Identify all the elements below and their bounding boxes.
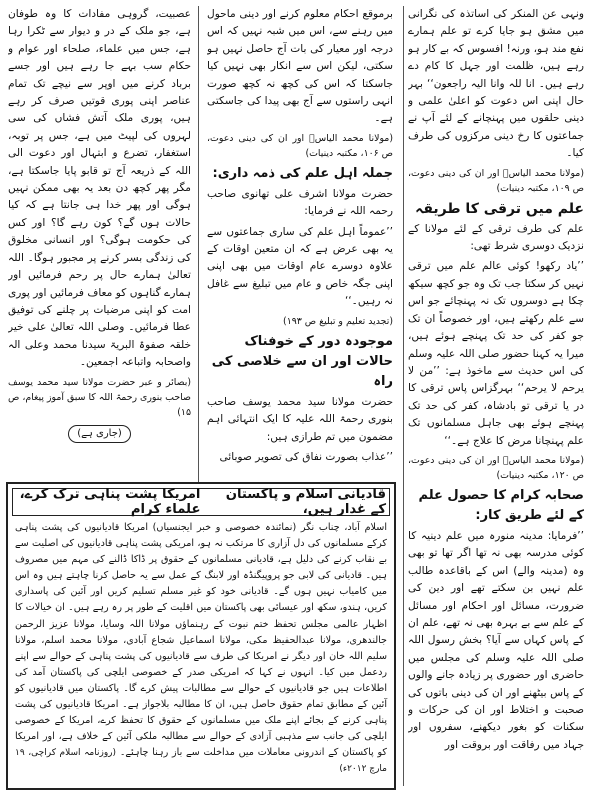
paragraph: ونہی عن المنکر کی اساتذہ کی نگرانی میں مشق ہو جایا کرے تو علم ہمارے نفع مند ہو، ورنہ! افسوس کہ بے کار ہو رہے ہیں، ظلمت اور جہل کا کام دے رہے ہیں۔ انا للہ وانا الیہ راجعون‘‘ بہر حال اپنی اس دعوت کو اعلیٰ علمی و دینی حلقوں میں پہنچانے کے لئے آپ نے جماعتوں کا رخ دینی مرکزوں کی طرف کیا۔ xyxy=(408,8,584,160)
headline-part: امریکا پشت پناہی ترک کرے، علماء کرام xyxy=(19,487,201,517)
reference: (مولانا محمد الیاسؒ اور ان کی دینی دعوت، ص ۱۰۶، مکتبہ دینیات) xyxy=(207,132,393,159)
reference: (مولانا محمد الیاسؒ اور ان کی دینی دعوت، ص ۱۲۰، مکتبہ دینیات) xyxy=(408,454,584,481)
paragraph: علم کی طرف ترقی کے لئے مولانا کے نزدیک دوسری شرط تھی: xyxy=(408,222,584,253)
paragraph: برموقع احکام معلوم کرنے اور دینی ماحول میں رہنے سے، اس میں شبہ نہیں کہ اس درجہ اور معیار کی بات آج حاصل نہیں ہو سکتی، لیکن اس سے انکار بھی نہیں کیا جاسکتا کہ اس کی کچھ نہ کچھ صورت انہی راستوں سے آج بھی پیدا کی جاسکتی ہے۔ xyxy=(207,8,393,125)
news-headline xyxy=(12,488,390,516)
section-heading: علم میں ترقی کا طریقہ xyxy=(415,200,584,217)
quote: ’’عموماً اہل علم کی ساری جماعتوں سے یہ بھی عرض ہے کہ ان متعین اوقات کے علاوہ دوسرے عام اوقات میں بھی اپنی اپنی جگہ خاص و عام میں تبلیغ سے غافل نہ رہیں۔‘‘ xyxy=(207,225,393,308)
paragraph: حضرت مولانا سید محمد یوسف صاحب بنوری رحمۃ اللہ علیہ کا ایک انتہائی اہم مضمون میں تم طرازی ہیں: xyxy=(207,395,393,443)
column-divider xyxy=(403,6,404,786)
continued-label: (جاری ہے) xyxy=(68,425,131,443)
quote: ’’یاد رکھو! کوئی عالم علم میں ترقی نہیں کر سکتا جب تک وہ جو کچھ سیکھ چکا ہے دوسروں تک نہ پہنچائے جو اس سے علم رکھتے ہیں، اور خصوصاً ان تک جو کفر کی حد تک پہنچے ہوئے ہیں، میرا یہ کہنا حضور صلی اللہ علیہ وسلم کی اس حدیث سے ماخوذ ہے: ’’من لا یرحم لا یرحم‘‘ بہرگزاس پاس ترقی کا در یا ترقی تو بادشاہ، کفر کی حد تک پہنچے ہوئے بھی جاہل مسلمانوں تک علم پہنچانا مرض کا علاج ہے۔‘‘ xyxy=(408,260,584,447)
news-body xyxy=(8,516,394,782)
reference: (تجدید تعلیم و تبلیغ ص ۱۹۳) xyxy=(283,315,393,327)
news-text: اسلام آباد، چناب نگر (نمائندہ خصوصی و خبر ایجنسیاں) امریکا قادیانیوں کی پشت پناہی کرکے مسلمانوں کی دل آزاری کا مرتکب نہ ہو، امریکی پشت پناہی قادیانیوں کی اصلیت سے بے نقاب کرنے کی دلیل ہے، قادیانی مسلمانوں کے حقوق پر ڈاکا ڈالنے کی مہم میں مصروف ہیں۔ قادیانی کی لابی جو پروپیگنڈہ اور لابنگ کے عمل سے یہ حاصل کرنا چاہتے ہیں وہ اس میں کامیاب نہیں ہوں گے۔ قادیانی خود کو غیر مسلم تسلیم کریں اور آئین کی پاسداری کریں، ہندو، سکھ اور عیسائی بھی پاکستان میں اقلیت کے طور پر رہ رہے ہیں۔ ان خیالات کا اظہار عالمی مجلس تحفظ ختم نبوت کے رہنماؤں مولانا اللہ وسایا، مولانا عزیز الرحمن جالندھری، مولانا عبدالحفیظ مکی، مولانا اسماعیل شجاع آبادی، مولانا محمد اسلم، مولانا سلیم اللہ خان اور دیگر نے امریکا کی طرف سے قادیانیوں کی پشت پناہی کے حوالے سے اپنے ردعمل میں کیا۔ انہوں نے کہا کہ امریکی صدر کے خصوصی ایلچی کی پاکستان آمد کی اطلاعات ہیں جو قادیانیوں کے حوالے سے مطالبات پیش کرے گا۔ پاکستان میں قادیانیوں کو آئین کے مطابق تمام حقوق حاصل ہیں، ان کا مطالبہ بلاجواز ہے۔ امریکا قادیانیوں کی پشت پناہی کرنے کے بجائے اپنے ملک میں مسلمانوں کے حقوق کا تحفظ کرے، امریکا کے خصوصی ایلچی کی جانب سے مذہبی آزادی کے حوالے سے مطالبہ ملکی آئین کے خلاف ہے، اور امریکا کو پاکستان کے اندرونی معاملات میں مداخلت سے باز رہنا چاہئے۔ xyxy=(15,522,387,759)
news-box xyxy=(6,482,396,790)
middle-column xyxy=(207,6,393,486)
paragraph: حضرت مولانا اشرف علی تھانوی صاحب رحمہ اللہ نے فرمایا: xyxy=(207,187,393,218)
left-column xyxy=(8,6,191,486)
column-divider xyxy=(198,6,199,484)
section-heading: جملہ اہل علم کی ذمہ داری: xyxy=(212,165,393,181)
quote: ’’عذاب بصورت نفاق کی تصویر صوبائی xyxy=(219,450,393,463)
reference: (بصائر و عبر حضرت مولانا سید محمد یوسف صاحب بنوری رحمۃ اللہ کا سبق آموز پیغام، ص ۱۵) xyxy=(8,376,191,418)
section-heading: موجودہ دور کے خوفناک حالات اور ان سے خلاصی کی راہ xyxy=(211,333,393,389)
reference: (مولانا محمد الیاسؒ اور ان کی دینی دعوت، ص ۱۰۹، مکتبہ دینیات) xyxy=(408,167,584,194)
news-source: (روزنامہ اسلام کراچی، ۱۹ مارچ ۲۰۱۲ء) xyxy=(15,748,387,775)
headline-part: قادیانی اسلام و پاکستان کے غدار ہیں، xyxy=(225,487,386,517)
quote: ’’فرمایا: مدینہ منورہ میں علم دینیہ کا کوئی مدرسہ بھی نہ تھا اگر تھا تو بھی وہ (مدینہ والے) اس کے باقاعدہ طالب علم نہیں بن سکتے تھے اور دین کی ضرورت، مسائل اور احکام اور مسائل کے علم سے بے بہرہ بھی نہ تھے، علم ان کے پاس کہاں سے آیا؟ بخش رسول اللہ صلی اللہ علیہ وسلم کی مجلس میں حاضری اور حضوری پر زیادہ جانے والوں کے پاس بیٹھنے اور ان کی دینی باتوں کی صحبت و اختلاط اور ان کی حرکات و سکنات کو بغور دیکھنے، سفروں اور جہاد میں رفاقت اور بروقت اور xyxy=(408,529,584,751)
right-column xyxy=(408,6,584,776)
paragraph: عصبیت، گروہی مفادات کا وہ طوفان ہے، جو ملک کے در و دیوار سے ٹکرا رہا ہے، جس میں علماء، صلحاء اور عوام و حکام سب بہے جا رہے ہیں اور جسے برباد کرنے میں اوپر سے نیچے تک تمام عناصر اپنی پوری قوتیں صرف کر رہے ہیں، پوری ملک آتش فشاں کی سی لہروں کی لپیٹ میں ہے، جس پر توبہ، استغفار، تضرع و ابتہال اور دعوت الی اللہ کے ذریعہ آج تو قابو پایا جاسکتا ہے، مگر پھر کچھ دن بعد یہ بھی ممکن نہیں ہوگی اور پھر خدا ہی جانتا ہے کہ کیا حالات ہوں گے؟ کون رہے گا؟ اور کس کی حکومت ہوگی؟ اور انسانی مخلوق کی زندگی بسر کرنے پر مجبور ہوگا۔ اللہ تعالیٰ ہمارے حال پر رحم فرمائیں اور ہمارے گناہوں کو معاف فرمائیں اور پوری امت کو اپنی مرضیات پر چلنے کی توفیق عطا فرمائیں۔ وصلی اللہ تعالیٰ علی خیر خلقہ صفوۃ البریۃ سیدنا محمد وعلی الہ واصحابہ واتباعہ اجمعین۔ xyxy=(8,8,191,369)
section-heading: صحابہ کرام کا حصول علم کے لئے طریق کار: xyxy=(418,487,584,523)
